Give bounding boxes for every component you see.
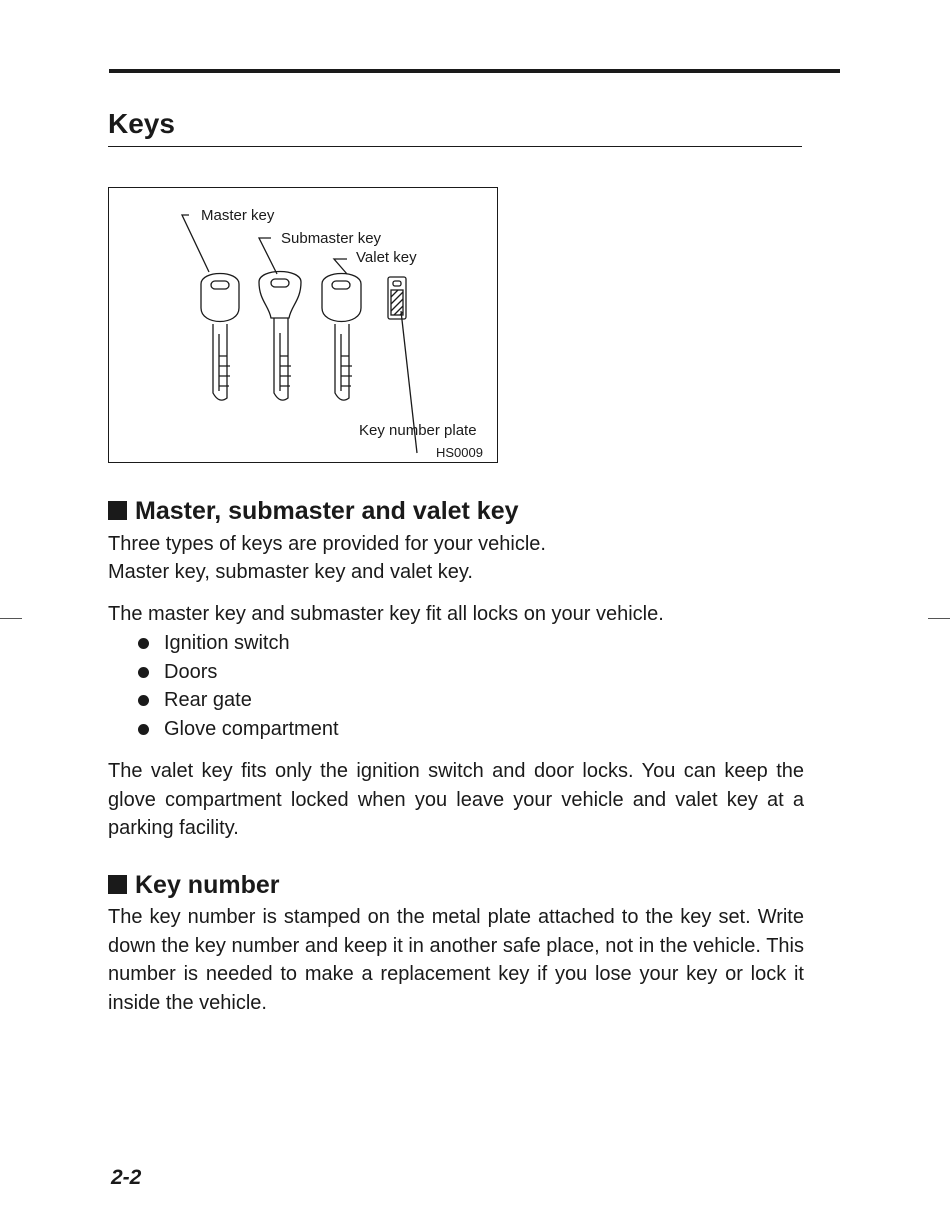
- page-title: Keys: [108, 108, 175, 139]
- bullet-dot: [138, 724, 149, 735]
- header-rule: [109, 69, 840, 73]
- submaster-key-label: Submaster key: [281, 230, 382, 247]
- fit-paragraph: The master key and submaster key fit all locks on your vehicle.: [108, 603, 664, 625]
- figure-code: HS0009: [436, 445, 483, 460]
- key-number-plate-label: Key number plate: [359, 422, 477, 439]
- master-key-shape: [201, 274, 239, 401]
- crop-mark-right: [928, 618, 950, 619]
- title-underline: [108, 146, 802, 147]
- list-item: [136, 629, 339, 658]
- master-key-label: Master key: [201, 207, 275, 224]
- list-item: [136, 715, 339, 744]
- list-item: [136, 686, 339, 715]
- bullet-dot: [138, 638, 149, 649]
- submaster-key-shape: [259, 272, 301, 401]
- page-number: 2-2: [111, 1166, 142, 1189]
- list-item: [136, 658, 339, 687]
- valet-key-shape: [322, 274, 361, 401]
- section-heading-text: Key number: [135, 871, 280, 899]
- list-item-text: Glove compartment: [164, 717, 339, 740]
- section-marker: [108, 875, 127, 894]
- section-heading-master-keys: [108, 497, 519, 526]
- crop-mark-left: [0, 618, 22, 619]
- bullet-dot: [138, 695, 149, 706]
- section-heading-text: Master, submaster and valet key: [135, 497, 519, 525]
- keys-illustration: [108, 187, 498, 463]
- list-item-text: Ignition switch: [164, 632, 290, 654]
- valet-key-leader: [334, 259, 347, 274]
- section-marker: [108, 501, 127, 520]
- bullet-dot: [138, 667, 149, 678]
- key-number-paragraph: The key number is stamped on the metal plate attached to the key set. Write down the key number and keep it in another safe place, not in the vehicle. This number is needed to make a replacement key if you lose your key or lock it inside the vehicle.: [108, 906, 804, 1014]
- submaster-key-leader: [259, 238, 277, 274]
- list-item-text: Rear gate: [164, 689, 252, 711]
- intro-line-1: Three types of keys are provided for your vehicle.: [108, 533, 546, 555]
- intro-line-2: Master key, submaster key and valet key.: [108, 561, 473, 583]
- list-item-text: Doors: [164, 660, 218, 683]
- key-number-plate-shape: [388, 277, 406, 319]
- valet-key-label: Valet key: [356, 249, 417, 266]
- section-heading-key-number: [108, 871, 279, 900]
- lock-list: [136, 629, 339, 743]
- valet-paragraph: The valet key fits only the ignition switch and door locks. You can keep the glove compartment locked when you leave your vehicle and valet key at a parking facility.: [108, 760, 804, 839]
